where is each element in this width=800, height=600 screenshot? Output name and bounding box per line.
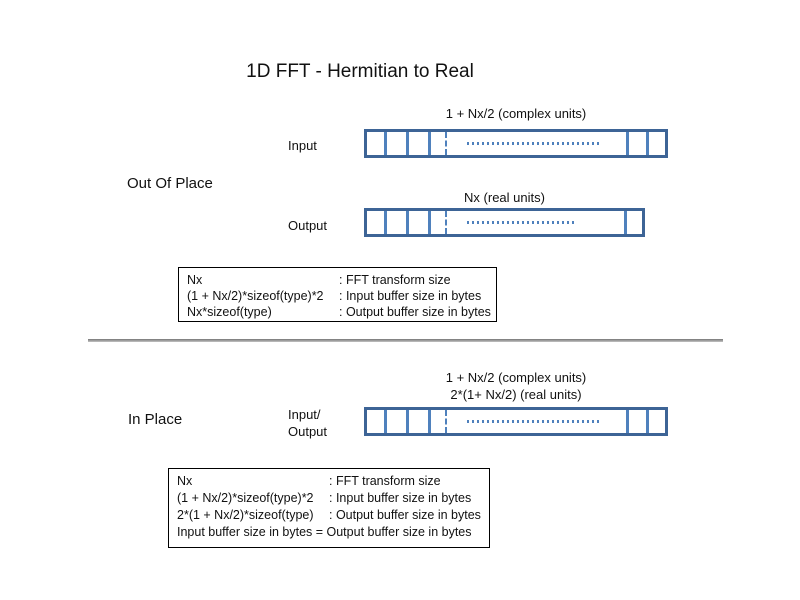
cell-divider — [384, 132, 387, 155]
page-title: 1D FFT - Hermitian to Real — [246, 61, 474, 82]
input-row-label: Input — [288, 138, 317, 153]
output-row-label: Output — [288, 218, 328, 233]
ellipsis-dots — [467, 420, 599, 423]
legend-row — [187, 272, 488, 288]
legend-row — [187, 288, 488, 304]
ellipsis-dots — [467, 221, 575, 224]
dashed-divider — [445, 132, 447, 155]
dashed-divider — [445, 211, 447, 234]
legend-desc: : FFT transform size — [329, 474, 441, 488]
cell-divider — [406, 132, 409, 155]
cell-divider — [406, 211, 409, 234]
in-place-bar-caption-line1: 1 + Nx/2 (complex units) — [445, 370, 587, 385]
cell-divider — [406, 410, 409, 433]
section-label-out-of-place: Out Of Place — [127, 175, 213, 192]
io-row-label-line2: Output — [288, 424, 328, 439]
legend-footer: Input buffer size in bytes = Output buffer size in bytes — [177, 525, 472, 539]
in-place-bar-caption-line2: 2*(1+ Nx/2) (real units) — [450, 387, 582, 402]
cell-divider — [626, 132, 629, 155]
cell-divider — [384, 410, 387, 433]
dashed-divider — [445, 410, 447, 433]
legend-desc: : Output buffer size in bytes — [329, 508, 481, 522]
cell-divider — [428, 132, 431, 155]
cell-divider — [428, 410, 431, 433]
legend-desc: : Input buffer size in bytes — [339, 289, 482, 303]
section-separator-line — [88, 339, 723, 342]
cell-divider — [384, 211, 387, 234]
legend-row — [177, 490, 481, 507]
legend-row — [177, 473, 481, 490]
legend-row — [187, 304, 491, 320]
legend-term: (1 + Nx/2)*sizeof(type)*2 — [187, 289, 324, 303]
legend-term: 2*(1 + Nx/2)*sizeof(type) — [177, 508, 314, 522]
cell-divider — [646, 132, 649, 155]
in-place-legend-box — [168, 468, 490, 548]
legend-term: (1 + Nx/2)*sizeof(type)*2 — [177, 491, 314, 505]
output-buffer-bar — [364, 208, 645, 237]
ellipsis-dots — [467, 142, 599, 145]
legend-desc: : FFT transform size — [339, 273, 451, 287]
legend-desc: : Input buffer size in bytes — [329, 491, 472, 505]
out-of-place-legend-box — [178, 267, 497, 322]
in-place-buffer-bar — [364, 407, 668, 436]
legend-desc: : Output buffer size in bytes — [339, 305, 491, 319]
cell-divider — [624, 211, 627, 234]
io-row-label-line1: Input/ — [288, 407, 321, 422]
legend-term: Nx*sizeof(type) — [187, 305, 272, 319]
legend-row — [177, 507, 481, 524]
section-label-in-place: In Place — [128, 411, 183, 428]
output-bar-caption: Nx (real units) — [464, 190, 545, 205]
legend-term: Nx — [177, 474, 193, 488]
io-row-label — [288, 406, 327, 440]
input-buffer-bar — [364, 129, 668, 158]
cell-divider — [626, 410, 629, 433]
input-bar-caption: 1 + Nx/2 (complex units) — [445, 106, 587, 121]
cell-divider — [646, 410, 649, 433]
cell-divider — [428, 211, 431, 234]
legend-term: Nx — [187, 273, 203, 287]
